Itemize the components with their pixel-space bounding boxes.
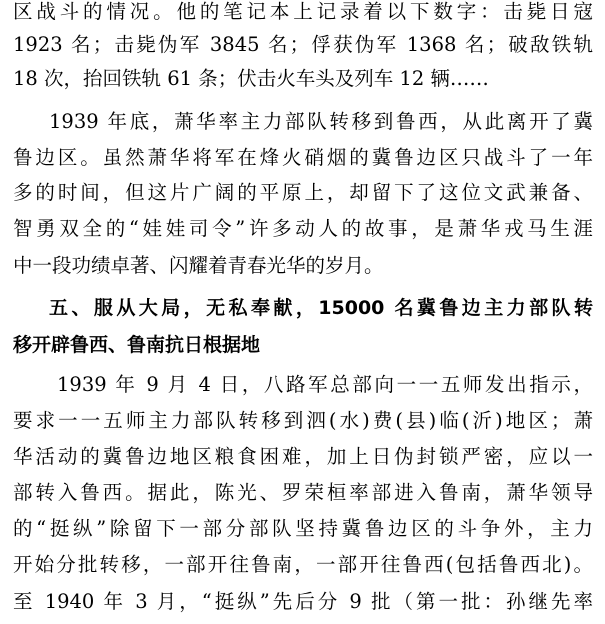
paragraph-3-line-3: 华活动的冀鲁边地区粮食困难，加上日伪封锁严密，应以一 xyxy=(13,445,593,468)
paragraph-3-line-7: 至 1940 年 3 月，“挺纵”先后分 9 批（第一批：孙继先率 xyxy=(13,590,593,613)
section-heading-line-2: 移开辟鲁西、鲁南抗日根据地 xyxy=(13,334,261,356)
paragraph-2-line-5: 中一段功绩卓著、闪耀着青春光华的岁月。 xyxy=(13,254,384,277)
paragraph-1-line-2: 1923 名；击毙伪军 3845 名；俘获伪军 1368 名；破敌铁轨 xyxy=(13,33,593,56)
paragraph-2-line-1: 1939 年底，萧华率主力部队转移到鲁西，从此离开了冀 xyxy=(49,110,593,133)
paragraph-3-line-5: 的“挺纵”除留下一部分部队坚持冀鲁边区的斗争外，主力 xyxy=(13,517,593,540)
paragraph-3-line-6: 开始分批转移，一部开往鲁南，一部开往鲁西(包括鲁西北)。 xyxy=(13,553,593,576)
paragraph-1-line-3: 18 次，抬回铁轨 61 条；伏击火车头及列车 12 辆…… xyxy=(13,67,489,90)
paragraph-2-line-2: 鲁边区。虽然萧华将军在烽火硝烟的冀鲁边区只战斗了一年 xyxy=(13,146,593,169)
paragraph-2-line-3: 多的时间，但这片广阔的平原上，却留下了这位文武兼备、 xyxy=(13,181,593,204)
section-heading-line-1: 五、服从大局，无私奉献，15000 名冀鲁边主力部队转 xyxy=(49,297,593,319)
paragraph-1-line-1: 区战斗的情况。他的笔记本上记录着以下数字：击毙日寇 xyxy=(13,0,593,23)
paragraph-3-line-4: 部转入鲁西。据此，陈光、罗荣桓率部进入鲁南，萧华领导 xyxy=(13,481,593,504)
paragraph-2-line-4: 智勇双全的“娃娃司令”许多动人的故事，是萧华戎马生涯 xyxy=(13,217,593,240)
paragraph-3-line-2: 要求一一五师主力部队转移到泗(水)费(县)临(沂)地区；萧 xyxy=(13,409,593,432)
paragraph-3-line-1: 1939 年 9 月 4 日，八路军总部向一一五师发出指示， xyxy=(57,373,593,396)
